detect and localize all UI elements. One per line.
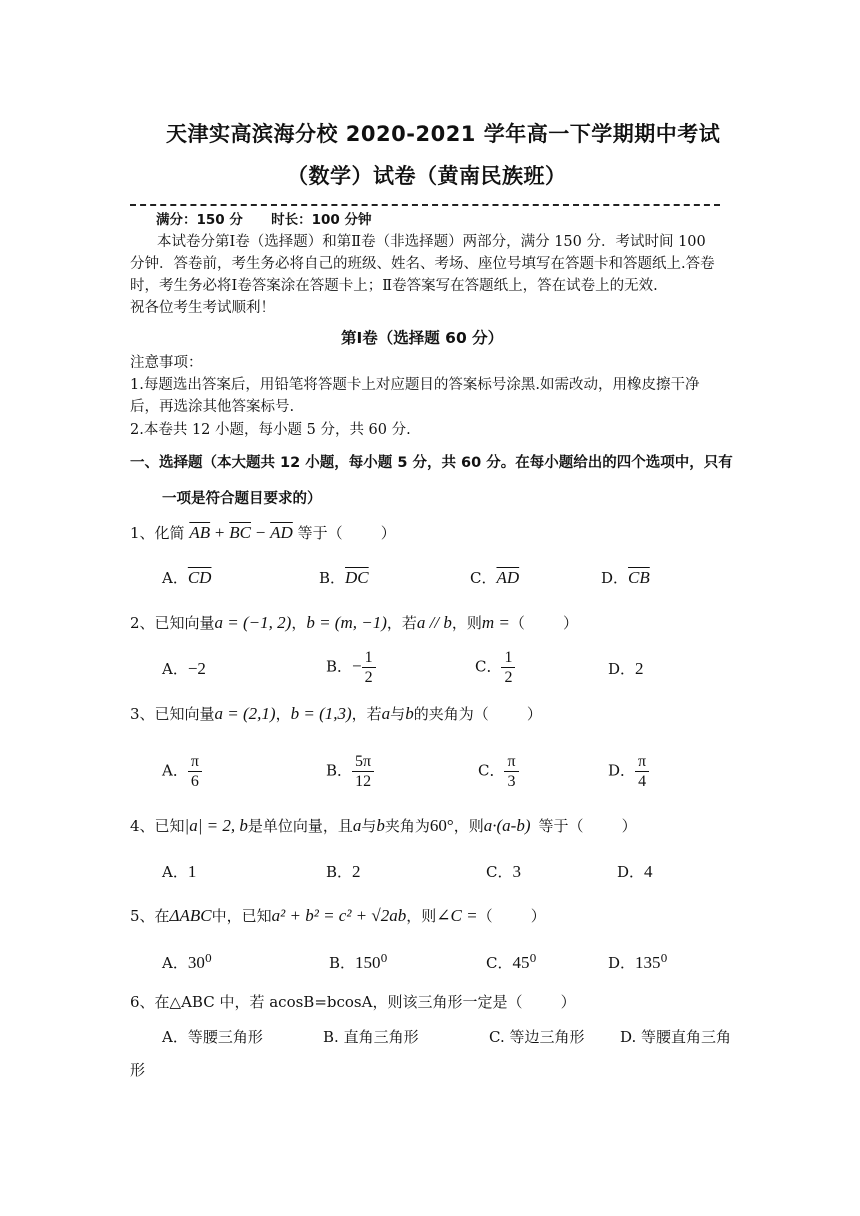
intro-line-2: 分钟．答卷前，考生务必将自己的班级、姓名、考场、座位号填写在答题卡和答题纸上.答卷 <box>130 256 715 272</box>
q1-option-b: B．$\overline{DC}$ <box>319 568 369 587</box>
q6-option-b-value: 直角三角形 <box>343 1028 419 1046</box>
q1-op-plus: + <box>214 523 225 542</box>
q6-option-c: C. 等边三角形 <box>489 1028 585 1046</box>
q6-option-d-wrap: 形 <box>130 1061 146 1079</box>
q1-vec-bc: $\overline{BC}$ <box>229 523 251 542</box>
q4-option-d-value: 4 <box>644 862 653 881</box>
question-1-suffix: 等于（ ） <box>297 524 396 542</box>
q5-option-b: B．$150^0$ <box>329 952 388 972</box>
notes-title: 注意事项： <box>130 355 203 371</box>
q3-option-a: A． $\frac{\pi}{6}$ <box>162 752 202 791</box>
intro-line-1: 本试卷分第Ⅰ卷（选择题）和第Ⅱ卷（非选择题）两部分，满分 150 分．考试时间 100 <box>157 234 706 250</box>
q3-option-d: D． $\frac{\pi}{4}$ <box>608 752 649 791</box>
q1-option-b-value: $\overline{DC}$ <box>345 568 369 587</box>
intro-line-3: 时，考生务必将Ⅰ卷答案涂在答题卡上；Ⅱ卷答案写在答题纸上，答在试卷上的无效. <box>130 278 658 294</box>
q4-option-c-value: 3 <box>512 862 521 881</box>
q4-angle: 60° <box>429 816 454 835</box>
q2-option-d: D．2 <box>608 659 644 678</box>
header-divider <box>130 204 720 206</box>
q3-option-a-fraction: $\frac{\pi}{6}$ <box>188 752 202 791</box>
q5-equation: a² + b² = c² + √2ab <box>271 906 407 925</box>
intro-line-4: 祝各位考生考试顺利！ <box>130 300 275 316</box>
q2-option-a-value: −2 <box>187 659 206 678</box>
q2-vector-b: b = (m, −1) <box>306 613 387 632</box>
q5-option-d-value: 135 <box>635 953 661 972</box>
q6-option-b: B. 直角三角形 <box>323 1028 419 1046</box>
q5-option-a: A．$30^0$ <box>162 952 212 972</box>
q3-option-d-fraction: $\frac{\pi}{4}$ <box>635 752 649 791</box>
exam-subtitle: （数学）试卷（黄南民族班） <box>287 164 567 188</box>
q1-op-minus: − <box>255 523 266 542</box>
question-4: 4、已知|a| = 2, b是单位向量，且a与b夹角为60°，则a·(a-b) 等于（ ） <box>130 816 637 835</box>
q3-option-b: B． $\frac{5\pi}{12}$ <box>326 752 374 791</box>
q1-option-c-value: $\overline{AD}$ <box>496 568 520 587</box>
note-1a: 1.每题选出答案后，用铅笔将答题卡上对应题目的答案标号涂黑.如需改动，用橡皮擦干净 <box>130 377 700 393</box>
q1-vec-ab: $\overline{AB}$ <box>189 523 211 542</box>
note-1b: 后，再选涂其他答案标号. <box>130 399 295 415</box>
q4-option-d: D．4 <box>617 862 653 881</box>
q1-option-d-value: $\overline{CB}$ <box>628 568 650 587</box>
q5-option-a-value: 30 <box>187 953 205 972</box>
q4-option-c: C．3 <box>486 862 521 881</box>
q5-option-b-value: 150 <box>355 953 381 972</box>
q4-expression: a·(a-b) <box>483 816 531 835</box>
section1-heading-cont: 一项是符合题目要求的） <box>162 491 322 507</box>
q3-vector-b: b = (1,3) <box>290 704 352 723</box>
q2-option-a: A．−2 <box>162 659 206 678</box>
q3-option-c-fraction: $\frac{\pi}{3}$ <box>504 752 518 791</box>
q2-option-b: B．− $\frac{1}{2}$ <box>326 648 376 687</box>
q5-triangle: ΔABC <box>169 906 212 925</box>
note-2: 2.本卷共 12 小题，每小题 5 分，共 60 分. <box>130 422 411 438</box>
q5-option-d: D．$135^0$ <box>608 952 668 972</box>
question-1 <box>130 522 396 543</box>
q5-option-c-value: 45 <box>512 953 530 972</box>
question-1-prefix: 1、化简 <box>130 524 185 542</box>
part1-heading: 第Ⅰ卷（选择题 60 分） <box>341 329 504 347</box>
q3-option-c: C． $\frac{\pi}{3}$ <box>478 752 519 791</box>
q6-option-a: A．等腰三角形 <box>162 1028 263 1046</box>
question-2: 2、已知向量a = (−1, 2)，b = (m, −1)，若a // b，则m =（ ） <box>130 613 579 632</box>
q4-option-b-value: 2 <box>352 862 361 881</box>
q1-vec-ad: $\overline{AD}$ <box>270 523 293 542</box>
q1-option-a-value: $\overline{CD}$ <box>187 568 212 587</box>
q3-option-b-fraction: $\frac{5\pi}{12}$ <box>352 752 374 791</box>
q6-option-d-value: 等腰直角三角 <box>641 1028 732 1046</box>
q4-option-b: B．2 <box>326 862 361 881</box>
q4-option-a-value: 1 <box>187 862 197 881</box>
section1-heading: 一、选择题（本大题共 12 小题，每小题 5 分，共 60 分。在每小题给出的四个选项中，只有 <box>130 455 733 471</box>
question-3: 3、已知向量a = (2,1)，b = (1,3)，若a与b的夹角为（ ） <box>130 704 542 723</box>
q2-option-d-value: 2 <box>635 659 644 678</box>
q1-option-c: C．$\overline{AD}$ <box>470 568 520 587</box>
q2-option-b-fraction: $\frac{1}{2}$ <box>362 648 376 687</box>
q2-parallel: a // b <box>416 613 452 632</box>
q4-option-a: A．1 <box>162 862 197 881</box>
question-5: 5、在ΔABC中，已知a² + b² = c² + √2ab，则∠C =（ ） <box>130 906 546 925</box>
q1-option-d: D．$\overline{CB}$ <box>601 568 650 587</box>
q6-option-d: D. 等腰直角三角 <box>620 1028 732 1046</box>
q6-option-a-value: 等腰三角形 <box>187 1028 263 1046</box>
q2-option-c-fraction: $\frac{1}{2}$ <box>501 648 515 687</box>
q2-option-c: C． $\frac{1}{2}$ <box>475 648 515 687</box>
q4-norm-a: |a| = 2, b <box>184 816 248 835</box>
exam-title: 天津实高滨海分校 2020-2021 学年高一下学期期中考试 <box>166 122 721 146</box>
q5-option-c: C．$45^0$ <box>486 952 537 972</box>
q2-vector-a: a = (−1, 2) <box>214 613 292 632</box>
question-6: 6、在△ABC 中，若 acosB=bcosA，则该三角形一定是（ ） <box>130 993 576 1011</box>
q3-vector-a: a = (2,1) <box>214 704 276 723</box>
q6-option-c-value: 等边三角形 <box>509 1028 585 1046</box>
score-info: 满分：150 分 时长：100 分钟 <box>156 212 372 228</box>
q1-option-a: A．$\overline{CD}$ <box>162 568 212 587</box>
